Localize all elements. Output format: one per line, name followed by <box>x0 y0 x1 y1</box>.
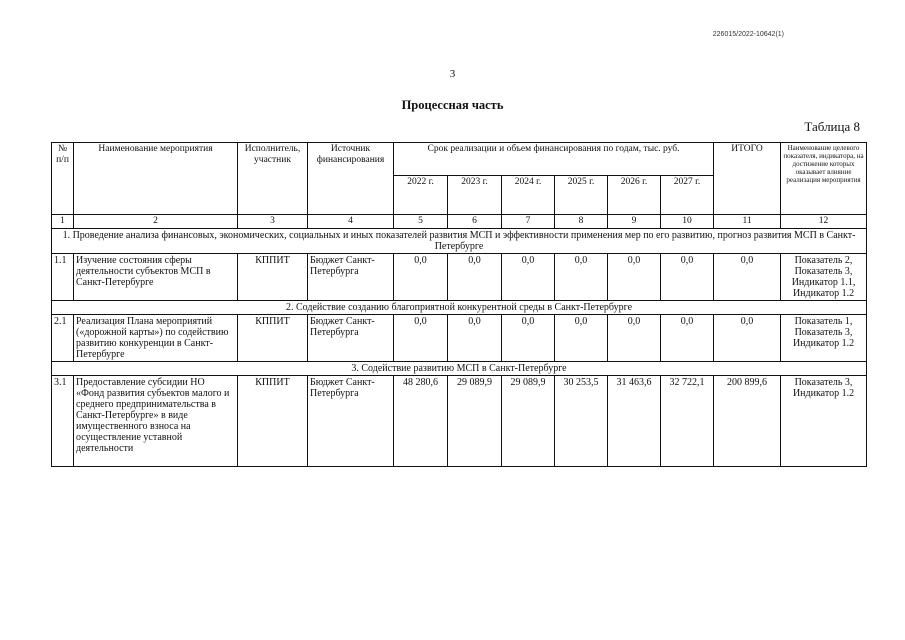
header-year: 2027 г. <box>661 176 714 215</box>
column-number-row <box>52 215 867 229</box>
header-executor: Исполнитель, участник <box>238 143 308 215</box>
row-year-value: 0,0 <box>448 315 502 362</box>
row-source: Бюджет Санкт-Петербурга <box>308 376 394 467</box>
row-year-value: 32 722,1 <box>661 376 714 467</box>
row-year-value: 29 089,9 <box>448 376 502 467</box>
row-year-value: 31 463,6 <box>608 376 661 467</box>
header-year: 2023 г. <box>448 176 502 215</box>
table-row <box>52 254 867 301</box>
row-executor: КППИТ <box>238 254 308 301</box>
header-name: Наименование мероприятия <box>74 143 238 215</box>
header-year: 2026 г. <box>608 176 661 215</box>
section-title: 1. Проведение анализа финансовых, экономических, социальных и иных показателей развития МСП и эффективности применения мер по его развитию, прогноз развития МСП в Санкт-Петербурге <box>52 229 867 254</box>
page-number: 3 <box>449 68 456 80</box>
table-label: Таблица 8 <box>804 119 860 134</box>
document-registration-number: 226015/2022-10642(1) <box>712 31 784 38</box>
row-year-value: 0,0 <box>448 254 502 301</box>
row-indicators: Показатель 1, Показатель 3, Индикатор 1.2 <box>781 315 867 362</box>
row-year-value: 48 280,6 <box>394 376 448 467</box>
section-title: 3. Содействие развитию МСП в Санкт-Петербурге <box>52 362 867 376</box>
row-year-value: 0,0 <box>555 315 608 362</box>
column-number: 7 <box>502 215 555 229</box>
row-year-value: 0,0 <box>394 315 448 362</box>
row-name: Изучение состояния сферы деятельности субъектов МСП в Санкт-Петербурге <box>74 254 238 301</box>
header-year: 2025 г. <box>555 176 608 215</box>
column-number: 1 <box>52 215 74 229</box>
row-year-value: 0,0 <box>555 254 608 301</box>
row-num: 3.1 <box>52 376 74 467</box>
row-indicators: Показатель 3, Индикатор 1.2 <box>781 376 867 467</box>
row-year-value: 0,0 <box>502 315 555 362</box>
row-num: 2.1 <box>52 315 74 362</box>
financing-table <box>51 142 867 467</box>
row-year-value: 0,0 <box>661 254 714 301</box>
section-title: 2. Содействие созданию благоприятной конкурентной среды в Санкт-Петербурге <box>52 301 867 315</box>
column-number: 9 <box>608 215 661 229</box>
header-total: ИТОГО <box>714 143 781 215</box>
header-num: № п/п <box>52 143 74 215</box>
table-row <box>52 315 867 362</box>
header-year: 2022 г. <box>394 176 448 215</box>
row-year-value: 0,0 <box>608 315 661 362</box>
column-number: 5 <box>394 215 448 229</box>
row-total: 0,0 <box>714 315 781 362</box>
column-number: 6 <box>448 215 502 229</box>
row-name: Предоставление субсидии НО «Фонд развития субъектов малого и среднего предпринимательства в Санкт-Петербурге» в виде имущественного взноса на осуществление уставной деятельности <box>74 376 238 467</box>
page-title: Процессная часть <box>401 98 504 112</box>
row-year-value: 0,0 <box>608 254 661 301</box>
column-number: 2 <box>74 215 238 229</box>
header-indicator: Наименование целевого показателя, индикатора, на достижение которых оказывает влияние реализация мероприятия <box>781 143 867 215</box>
row-year-value: 29 089,9 <box>502 376 555 467</box>
row-year-value: 0,0 <box>394 254 448 301</box>
column-number: 4 <box>308 215 394 229</box>
row-executor: КППИТ <box>238 315 308 362</box>
column-number: 10 <box>661 215 714 229</box>
column-number: 12 <box>781 215 867 229</box>
row-source: Бюджет Санкт-Петербурга <box>308 254 394 301</box>
section-row <box>52 362 867 376</box>
header-period: Срок реализации и объем финансирования по годам, тыс. руб. <box>394 143 714 176</box>
row-num: 1.1 <box>52 254 74 301</box>
column-number: 3 <box>238 215 308 229</box>
section-row <box>52 301 867 315</box>
row-total: 0,0 <box>714 254 781 301</box>
row-year-value: 0,0 <box>502 254 555 301</box>
row-name: Реализация Плана мероприятий («дорожной карты») по содействию развитию конкуренции в Санкт-Петербурге <box>74 315 238 362</box>
header-year: 2024 г. <box>502 176 555 215</box>
column-number: 8 <box>555 215 608 229</box>
row-indicators: Показатель 2, Показатель 3, Индикатор 1.1, Индикатор 1.2 <box>781 254 867 301</box>
row-total: 200 899,6 <box>714 376 781 467</box>
table-row <box>52 376 867 467</box>
row-source: Бюджет Санкт-Петербурга <box>308 315 394 362</box>
header-row-1 <box>52 143 867 176</box>
column-number: 11 <box>714 215 781 229</box>
header-source: Источник финансирования <box>308 143 394 215</box>
row-year-value: 0,0 <box>661 315 714 362</box>
section-row <box>52 229 867 254</box>
row-year-value: 30 253,5 <box>555 376 608 467</box>
row-executor: КППИТ <box>238 376 308 467</box>
